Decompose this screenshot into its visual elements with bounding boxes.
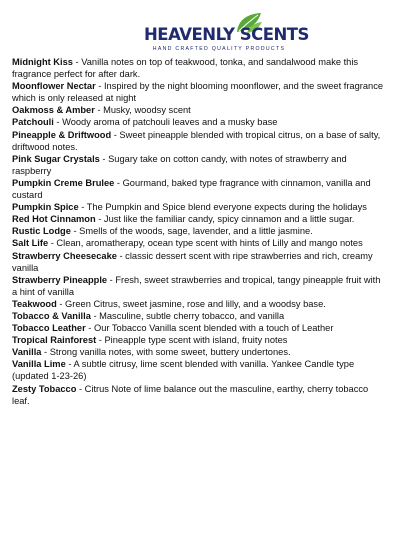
scent-description: - Sweet pineapple blended with tropical citrus, on a base of salty, driftwood notes. — [12, 129, 381, 152]
scent-name: Tobacco Leather — [12, 323, 86, 334]
scent-description: - Citrus Note of lime balance out the masculine, earthy, cherry tobacco leaf. — [12, 383, 369, 406]
scent-item — [12, 274, 386, 298]
scent-item — [12, 334, 386, 346]
scent-item — [12, 250, 386, 274]
scent-name: Pineapple & Driftwood — [12, 129, 112, 140]
scent-description: - Masculine, subtle cherry tobacco, and vanilla — [90, 310, 285, 321]
scent-item — [12, 346, 386, 358]
scent-name: Pumpkin Creme Brulee — [12, 177, 115, 188]
scent-name: Pink Sugar Crystals — [12, 153, 100, 164]
scent-description: - Pineapple type scent with island, fruity notes — [96, 335, 288, 346]
logo-lockup — [144, 12, 309, 56]
scent-item — [12, 56, 386, 80]
brand-logo — [0, 12, 416, 56]
scent-item — [12, 116, 386, 128]
scent-name: Rustic Lodge — [12, 226, 71, 237]
scent-item — [12, 201, 386, 213]
scent-description: - Clean, aromatherapy, ocean type scent with hints of Lilly and mango notes — [48, 238, 363, 249]
scent-name: Vanilla Lime — [12, 359, 66, 370]
scent-item — [12, 322, 386, 334]
scent-description: - classic dessert scent with ripe strawberries and rich, creamy vanilla — [12, 250, 373, 273]
scent-item — [12, 213, 386, 225]
scent-item — [12, 358, 386, 382]
scent-name: Strawberry Cheesecake — [12, 250, 117, 261]
scent-description: - Green Citrus, sweet jasmine, rose and lilly, and a woodsy base. — [56, 298, 326, 309]
scent-item — [12, 310, 386, 322]
scent-name: Zesty Tobacco — [12, 383, 77, 394]
scent-item — [12, 104, 386, 116]
scent-name: Teakwood — [12, 298, 57, 309]
scent-item — [12, 383, 386, 407]
scent-name: Patchouli — [12, 117, 54, 128]
brand-tagline: HAND CRAFTED QUALITY PRODUCTS — [152, 46, 286, 52]
scent-item — [12, 129, 386, 153]
scent-item — [12, 153, 386, 177]
scent-description: - Vanilla notes on top of teakwood, tonka, and sandalwood make this fragrance perfect for after dark. — [12, 57, 359, 80]
scent-name: Pumpkin Spice — [12, 202, 79, 213]
scent-item — [12, 298, 386, 310]
scent-name: Midnight Kiss — [12, 57, 73, 67]
scent-description: - Inspired by the night blooming moonflower, and the sweet fragrance which is only released at night — [12, 81, 384, 104]
scent-description: - Strong vanilla notes, with some sweet, buttery undertones. — [41, 347, 291, 358]
scent-name: Moonflower Nectar — [12, 81, 96, 92]
brand-name: HEAVENLY SCENTS — [144, 25, 309, 44]
scent-description: - Just like the familiar candy, spicy cinnamon and a little sugar. — [95, 214, 355, 225]
scent-item — [12, 80, 386, 104]
scent-description: - Sugary take on cotton candy, with notes of strawberry and raspberry — [12, 153, 347, 176]
scent-name: Salt Life — [12, 238, 49, 249]
scent-description: - Our Tobacco Vanilla scent blended with a touch of Leather — [85, 323, 334, 334]
scent-name: Oakmoss & Amber — [12, 105, 95, 116]
scent-item — [12, 237, 386, 249]
scent-name: Vanilla — [12, 347, 42, 358]
scent-description: - Smells of the woods, sage, lavender, and a little jasmine. — [70, 226, 313, 237]
scent-name: Tropical Rainforest — [12, 335, 97, 346]
scent-description: - Fresh, sweet strawberries and tropical, tangy pineapple fruit with a hint of vanilla — [12, 274, 381, 297]
scent-description: - Gourmand, baked type fragrance with cinnamon, vanilla and custard — [12, 177, 371, 201]
scent-name: Strawberry Pineapple — [12, 274, 108, 285]
scent-item — [12, 225, 386, 237]
scent-description: - A subtle citrusy, lime scent blended with vanilla. Yankee Candle type (updated 1-23-26) — [12, 359, 355, 382]
scent-item — [12, 177, 386, 201]
scent-name: Red Hot Cinnamon — [12, 214, 96, 225]
scent-name: Tobacco & Vanilla — [12, 310, 91, 321]
scent-description: - The Pumpkin and Spice blend everyone expects during the holidays — [78, 202, 367, 213]
scent-list — [12, 56, 386, 407]
scent-description: - Musky, woodsy scent — [94, 105, 191, 116]
scent-description: - Woody aroma of patchouli leaves and a musky base — [53, 117, 278, 128]
